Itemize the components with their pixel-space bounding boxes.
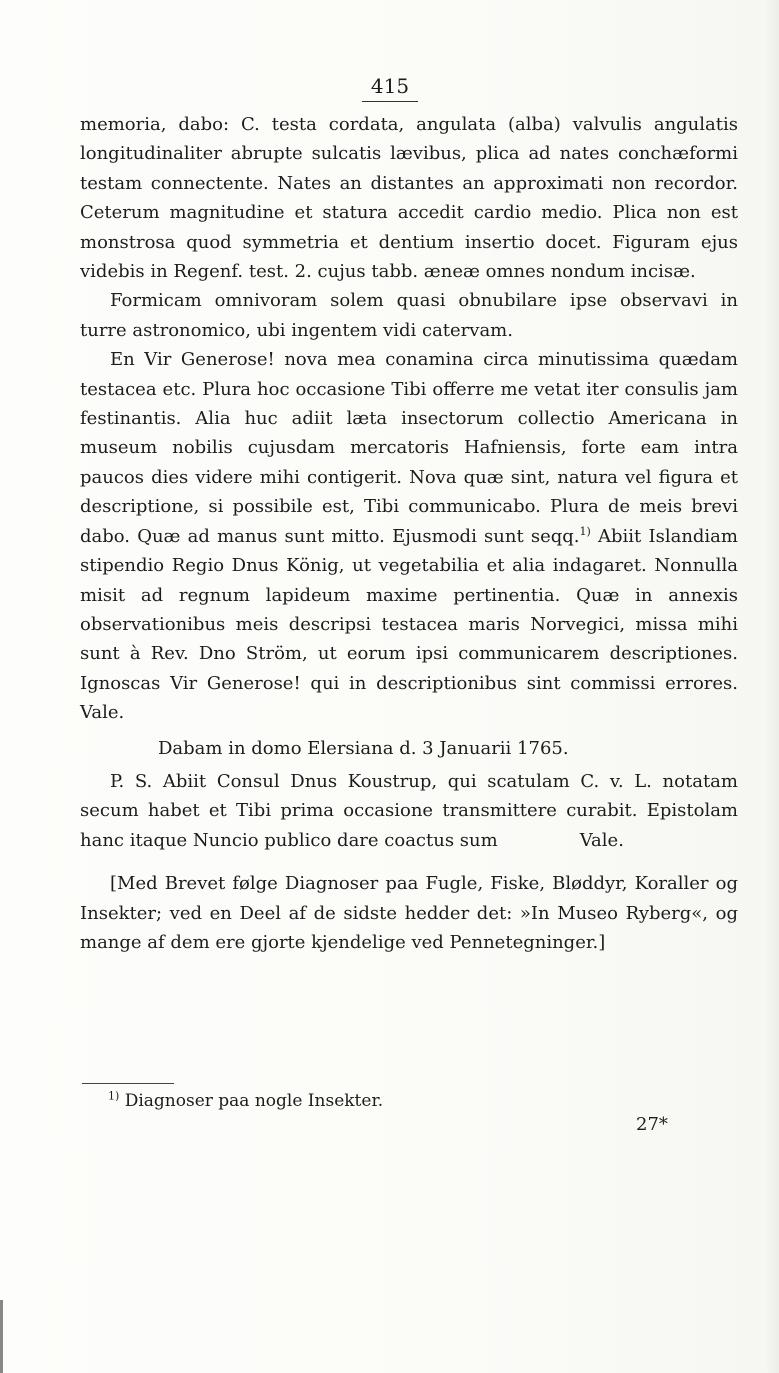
dateline: Dabam in domo Elersiana d. 3 Januarii 1765. <box>158 737 569 759</box>
postscript-text: P. S. Abiit Consul Dnus Koustrup, qui scatulam C. v. L. notatam secum habet et Tibi prima occasione transmittere curabit. Epistolam hanc itaque Nuncio publico dare coactus sum <box>80 770 738 851</box>
scan-edge-mark <box>0 1300 3 1373</box>
page-edge-shadow <box>765 0 779 1373</box>
page-number: 415 <box>362 74 418 102</box>
editor-note: [Med Brevet følge Diagnoser paa Fugle, Fiske, Bløddyr, Koraller og Insekter; ved en Deel af de sidste hedder det: »In Museo Ryberg«, og mange af dem ere gjorte kjendelige ved Pennetegninger.] <box>80 873 738 953</box>
printer-signature-mark: 27* <box>636 1114 668 1135</box>
paragraph-main-letter <box>80 345 738 727</box>
letter-body <box>80 110 738 957</box>
footnote-rule <box>82 1083 174 1084</box>
paragraph-formica: Formicam omnivoram solem quasi obnubilare ipse observavi in turre astronomico, ubi ingentem vidi catervam. <box>80 290 738 341</box>
footnote <box>108 1090 383 1112</box>
postscript <box>80 767 738 855</box>
footnote-text: Diagnoser paa nogle Insekter. <box>119 1091 384 1111</box>
footnote-marker: 1) <box>108 1089 120 1103</box>
paragraph-main-text-before-note: En Vir Generose! nova mea conamina circa minutissima quædam testacea etc. Plura hoc occasione Tibi offerre me vetat iter consulis jam festinantis. Alia huc adiit læta insectorum collectio Americana in museum nobilis cujusdam mercatoris Hafniensis, forte eam intra paucos dies videre mihi contigerit. Nova quæ sint, natura vel figura et descriptione, si possibile est, Tibi communicabo. Plura de meis brevi dabo. Quæ ad manus sunt mitto. Ejusmodi sunt seqq. <box>80 349 738 547</box>
footnote-reference: 1) <box>579 524 591 538</box>
paragraph-description: memoria, dabo: C. testa cordata, angulata (alba) valvulis angulatis longitudinaliter abrupte sulcatis lævibus, plica ad nates conchæformi testam connectente. Nates an distantes an approximati non recordor. Ceterum magnitudine et statura accedit cardio medio. Plica non est monstrosa quod symmetria et dentium insertio docet. Figuram ejus videbis in Regenf. test. 2. cujus tabb. æneæ omnes nondum incisæ. <box>80 114 738 283</box>
postscript-vale: Vale. <box>579 829 624 851</box>
paragraph-main-text-after-note: Abiit Islandiam stipendio Regio Dnus König, ut vegetabilia et alia indagaret. Nonnulla misit ad regnum lapideum maxime pertinentia. Quæ in annexis observationibus meis descripsi testacea maris Norvegici, missa mihi sunt à Rev. Dno Ström, ut eorum ipsi communicarem descriptiones. Ignoscas Vir Generose! qui in descriptionibus sint commissi errores. Vale. <box>80 525 738 724</box>
